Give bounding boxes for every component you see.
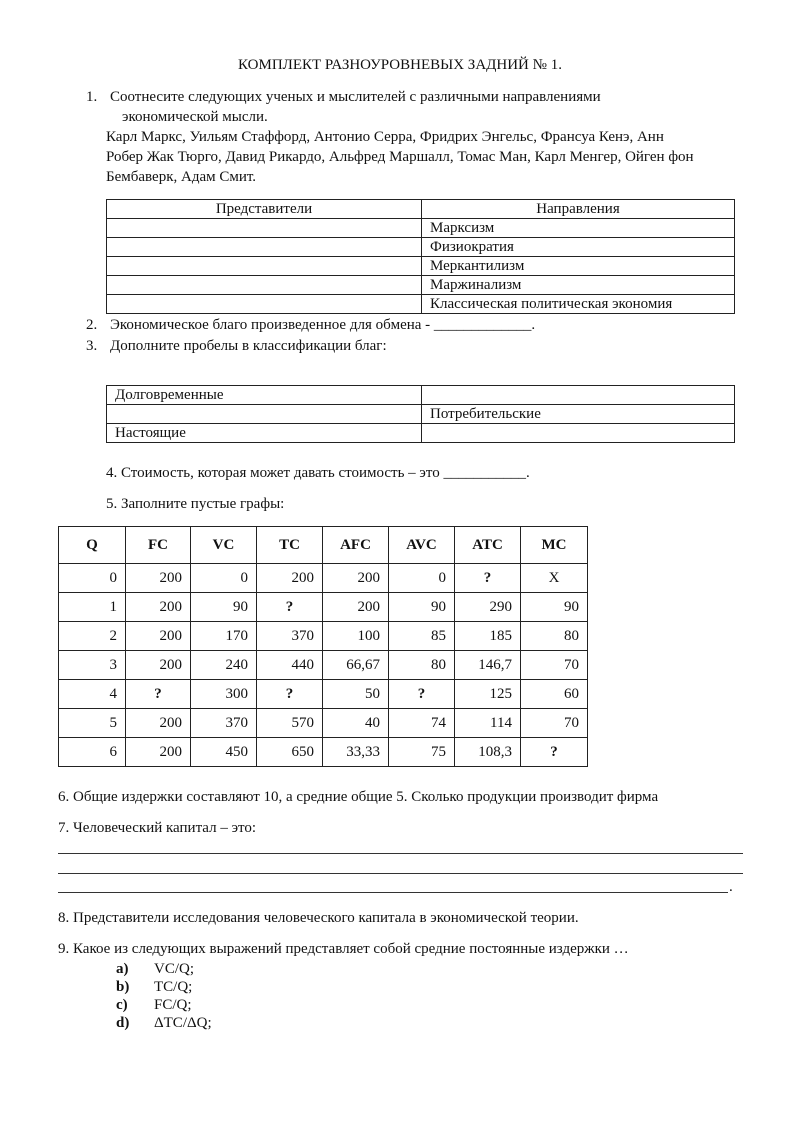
cost-cell: 90 <box>389 593 455 622</box>
q1-table-cell-empty[interactable] <box>107 219 422 238</box>
cost-cell: 75 <box>389 738 455 767</box>
cost-cell: 6 <box>59 738 126 767</box>
cost-cell: 60 <box>521 680 588 709</box>
q9-option-c[interactable] <box>116 997 192 1014</box>
cost-cell: 70 <box>521 709 588 738</box>
cost-header-q: Q <box>59 527 126 564</box>
q3-table-present: Настоящие <box>107 424 422 443</box>
q9-text: 9. Какое из следующих выражений представляет собой средние постоянные издержки … <box>58 941 629 957</box>
option-text: TC/Q; <box>154 979 193 995</box>
q1-table-header-representatives: Представители <box>107 200 422 219</box>
answer-line[interactable] <box>58 873 743 874</box>
cost-cell: 450 <box>191 738 257 767</box>
q3-table-cell-empty[interactable] <box>422 424 735 443</box>
cost-cell: 125 <box>455 680 521 709</box>
cost-cell: 100 <box>323 622 389 651</box>
cost-cell-blank[interactable]: ? <box>257 593 323 622</box>
cost-cell: 90 <box>191 593 257 622</box>
cost-cell: 70 <box>521 651 588 680</box>
cost-cell: 66,67 <box>323 651 389 680</box>
q1-names-line1: Карл Маркс, Уильям Стаффорд, Антонио Серра, Фридрих Энгельс, Франсуа Кенэ, Анн <box>106 129 664 145</box>
cost-cell: 33,33 <box>323 738 389 767</box>
option-text: FC/Q; <box>154 997 192 1013</box>
cost-table-row <box>59 651 588 680</box>
cost-cell-blank[interactable]: ? <box>126 680 191 709</box>
cost-header-fc: FC <box>126 527 191 564</box>
q5-text: 5. Заполните пустые графы: <box>106 496 285 512</box>
cost-cell: 40 <box>323 709 389 738</box>
cost-cell: 440 <box>257 651 323 680</box>
cost-cell: 5 <box>59 709 126 738</box>
cost-cell: 4 <box>59 680 126 709</box>
q1-text-line1: Соотнесите следующих ученых и мыслителей с различными направлениями <box>110 89 601 105</box>
cost-header-tc: TC <box>257 527 323 564</box>
q3-text: Дополните пробелы в классификации благ: <box>110 338 387 354</box>
q9-option-a[interactable] <box>116 961 194 978</box>
cost-cell: 290 <box>455 593 521 622</box>
cost-cell: 1 <box>59 593 126 622</box>
q4-text: 4. Стоимость, которая может давать стоимость – это ___________. <box>106 465 530 481</box>
cost-table-row <box>59 622 588 651</box>
q1-names-line3: Бембаверк, Адам Смит. <box>106 169 257 185</box>
cost-cell-blank[interactable]: ? <box>521 738 588 767</box>
q3-table <box>106 385 735 443</box>
cost-cell: 200 <box>126 651 191 680</box>
option-text: ΔTC/ΔQ; <box>154 1015 212 1031</box>
cost-cell: 74 <box>389 709 455 738</box>
cost-table-row <box>59 593 588 622</box>
q8-text: 8. Представители исследования человеческого капитала в экономической теории. <box>58 910 579 926</box>
cost-cell: 570 <box>257 709 323 738</box>
cost-cell: 3 <box>59 651 126 680</box>
q3-table-consumer: Потребительские <box>422 405 735 424</box>
q1-table-direction: Меркантилизм <box>422 257 735 276</box>
q1-number: 1. <box>86 89 98 105</box>
cost-cell: 200 <box>126 593 191 622</box>
cost-cell: 200 <box>257 564 323 593</box>
cost-cell: 90 <box>521 593 588 622</box>
q1-names-line2: Робер Жак Тюрго, Давид Рикардо, Альфред Маршалл, Томас Ман, Карл Менгер, Ойген фон <box>106 149 694 165</box>
cost-table-row <box>59 738 588 767</box>
q3-number: 3. <box>86 338 98 354</box>
q1-table-direction: Маржинализм <box>422 276 735 295</box>
cost-cell: 80 <box>389 651 455 680</box>
cost-cell: 240 <box>191 651 257 680</box>
q1-table-header-directions: Направления <box>422 200 735 219</box>
cost-table <box>58 526 588 767</box>
cost-header-atc: ATC <box>455 527 521 564</box>
option-letter: c) <box>116 997 128 1013</box>
cost-cell: 108,3 <box>455 738 521 767</box>
cost-cell: 50 <box>323 680 389 709</box>
cost-header-mc: MC <box>521 527 588 564</box>
q1-table-cell-empty[interactable] <box>107 238 422 257</box>
cost-cell: 2 <box>59 622 126 651</box>
cost-table-body <box>59 564 588 767</box>
q2-text: Экономическое благо произведенное для обмена - _____________. <box>110 317 536 333</box>
cost-cell: 146,7 <box>455 651 521 680</box>
cost-table-header-row <box>59 527 588 564</box>
q3-table-cell-empty[interactable] <box>422 386 735 405</box>
cost-header-vc: VC <box>191 527 257 564</box>
cost-cell: 200 <box>126 709 191 738</box>
cost-cell: 170 <box>191 622 257 651</box>
cost-table-row <box>59 709 588 738</box>
cost-cell: 114 <box>455 709 521 738</box>
q9-option-d[interactable] <box>116 1015 212 1032</box>
cost-cell: 370 <box>191 709 257 738</box>
q1-table-cell-empty[interactable] <box>107 257 422 276</box>
q7-end-period: . <box>729 879 733 895</box>
cost-cell-blank[interactable]: ? <box>257 680 323 709</box>
cost-cell: 370 <box>257 622 323 651</box>
q2-number: 2. <box>86 317 98 333</box>
cost-cell: 200 <box>126 622 191 651</box>
option-text: VC/Q; <box>154 961 195 977</box>
q1-table-cell-empty[interactable] <box>107 276 422 295</box>
cost-cell: 300 <box>191 680 257 709</box>
cost-table-row <box>59 680 588 709</box>
q1-table-direction: Физиократия <box>422 238 735 257</box>
q1-table-cell-empty[interactable] <box>107 295 422 314</box>
cost-cell: 200 <box>323 593 389 622</box>
q3-table-cell-empty[interactable] <box>107 405 422 424</box>
cost-cell: 0 <box>59 564 126 593</box>
cost-cell: 0 <box>389 564 455 593</box>
q1-text-line2: экономической мысли. <box>122 109 268 125</box>
cost-header-avc: AVC <box>389 527 455 564</box>
cost-cell: 185 <box>455 622 521 651</box>
q9-option-b[interactable] <box>116 979 192 996</box>
option-letter: d) <box>116 1015 130 1031</box>
cost-cell: 80 <box>521 622 588 651</box>
cost-cell: 200 <box>323 564 389 593</box>
q6-text: 6. Общие издержки составляют 10, а средние общие 5. Сколько продукции производит фирма <box>58 789 659 805</box>
cost-cell-blank[interactable]: ? <box>455 564 521 593</box>
q1-table-direction: Классическая политическая экономия <box>422 295 735 314</box>
cost-cell-blank[interactable]: ? <box>389 680 455 709</box>
page-title: КОМПЛЕКТ РАЗНОУРОВНЕВЫХ ЗАДНИЙ № 1. <box>238 57 562 73</box>
q7-text: 7. Человеческий капитал – это: <box>58 820 257 836</box>
option-letter: b) <box>116 979 130 995</box>
cost-cell: 85 <box>389 622 455 651</box>
answer-line[interactable] <box>58 853 743 854</box>
q1-table-direction: Марксизм <box>422 219 735 238</box>
cost-cell: 650 <box>257 738 323 767</box>
cost-cell-blank[interactable]: Х <box>521 564 588 593</box>
option-letter: a) <box>116 961 129 977</box>
cost-header-afc: AFC <box>323 527 389 564</box>
cost-cell: 200 <box>126 564 191 593</box>
cost-table-row <box>59 564 588 593</box>
cost-cell: 0 <box>191 564 257 593</box>
q3-table-durable: Долговременные <box>107 386 422 405</box>
answer-line[interactable] <box>58 892 728 893</box>
cost-cell: 200 <box>126 738 191 767</box>
q1-table <box>106 199 735 314</box>
